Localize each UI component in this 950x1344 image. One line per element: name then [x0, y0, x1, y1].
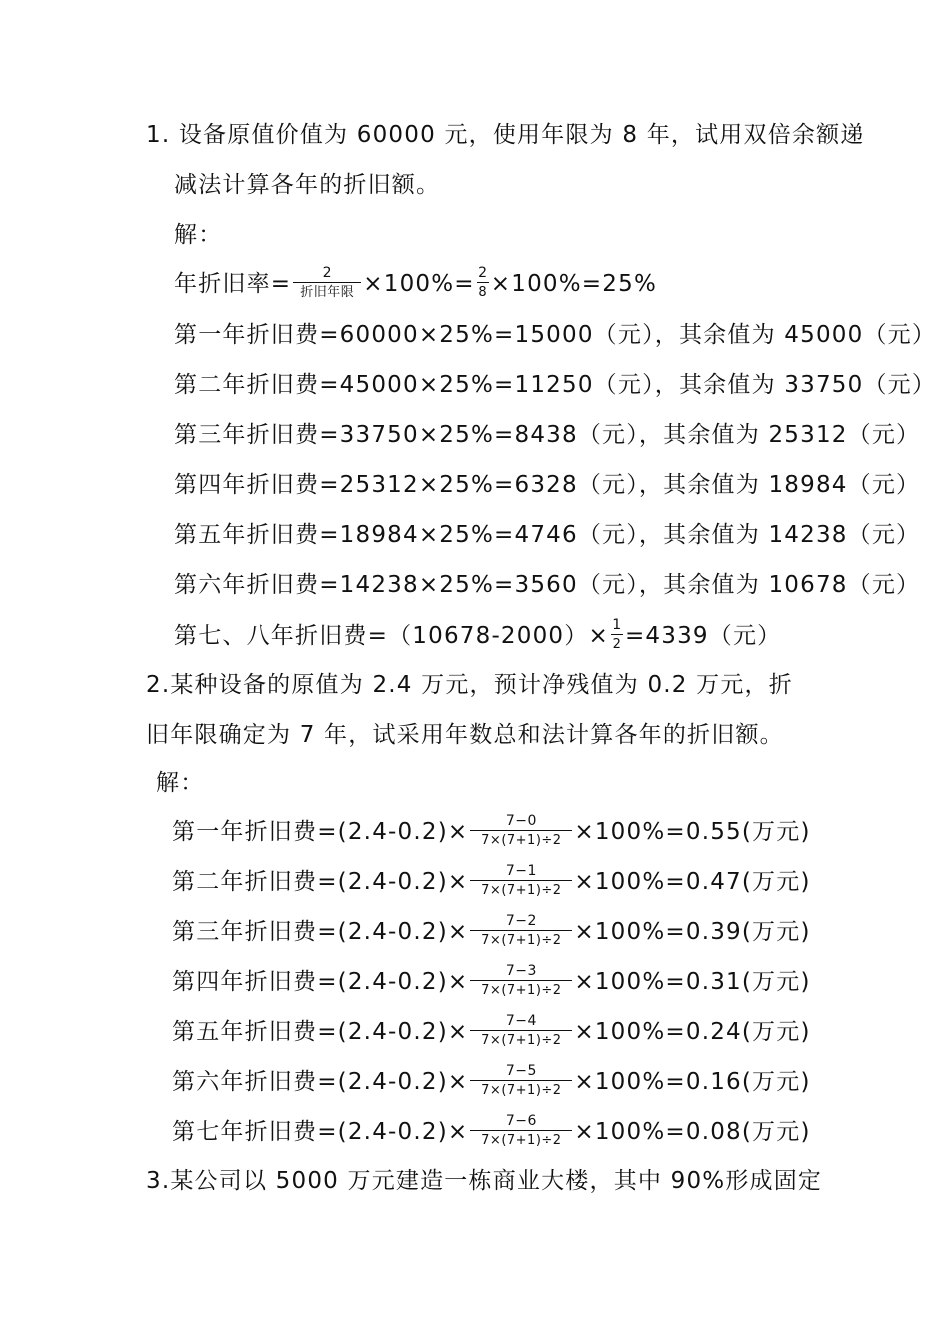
q2-row-prefix: 第四年折旧费=(2.4-0.2)× [172, 969, 469, 995]
sum-of-years-fraction [470, 914, 572, 947]
q1-rate-formula [174, 265, 657, 301]
q1-text-line2: 减法计算各年的折旧额。 [174, 172, 441, 198]
sum-of-years-fraction [470, 1114, 572, 1147]
q2-row-prefix: 第五年折旧费=(2.4-0.2)× [172, 1019, 469, 1045]
half-fraction-numerator: 1 [612, 617, 622, 633]
last-prefix: 第七、八年折旧费=（10678-2000）× [174, 623, 609, 649]
half-fraction [611, 618, 623, 651]
sum-of-years-denominator: 7×(7+1)÷2 [481, 833, 562, 848]
sum-of-years-denominator: 7×(7+1)÷2 [481, 1083, 562, 1098]
sum-of-years-denominator: 7×(7+1)÷2 [481, 883, 562, 898]
q2-row-prefix: 第二年折旧费=(2.4-0.2)× [172, 869, 469, 895]
q1-year-2: 第二年折旧费=45000×25%=11250（元），其余值为 33750（元） [174, 372, 937, 398]
q2-year-row-3 [172, 913, 811, 949]
sum-of-years-denominator: 7×(7+1)÷2 [481, 1133, 562, 1148]
rate-fraction-2-numerator: 2 [478, 265, 488, 281]
rate-fraction-denominator: 折旧年限 [300, 285, 355, 300]
sum-of-years-numerator: 7−2 [470, 914, 572, 931]
q1-year-7-8 [174, 617, 782, 653]
q2-row-suffix: ×100%=0.55(万元) [574, 819, 811, 845]
rate-prefix: 年折旧率= [174, 271, 292, 297]
q3-text-line1: 3.某公司以 5000 万元建造一栋商业大楼，其中 90%形成固定 [146, 1168, 823, 1194]
sum-of-years-denominator: 7×(7+1)÷2 [481, 1033, 562, 1048]
rate-fraction [293, 266, 361, 299]
sum-of-years-fraction [470, 1064, 572, 1097]
sum-of-years-fraction [470, 814, 572, 847]
q2-year-row-6 [172, 1063, 811, 1099]
sum-of-years-numerator: 7−4 [470, 1014, 572, 1031]
q1-year-1: 第一年折旧费=60000×25%=15000（元），其余值为 45000（元） [174, 322, 937, 348]
rate-fraction-2 [477, 266, 489, 299]
sum-of-years-fraction [470, 864, 572, 897]
q2-row-suffix: ×100%=0.24(万元) [574, 1019, 811, 1045]
q2-solution-label: 解： [156, 770, 205, 796]
rate-fraction-2-denominator: 8 [478, 285, 488, 300]
q2-row-prefix: 第七年折旧费=(2.4-0.2)× [172, 1119, 469, 1145]
q2-year-row-2 [172, 863, 811, 899]
half-fraction-denominator: 2 [612, 637, 622, 652]
q2-year-row-7 [172, 1113, 811, 1149]
sum-of-years-numerator: 7−5 [470, 1064, 572, 1081]
rate-suffix: ×100%=25% [490, 271, 657, 297]
q1-year-3: 第三年折旧费=33750×25%=8438（元），其余值为 25312（元） [174, 422, 921, 448]
q2-year-row-5 [172, 1013, 811, 1049]
sum-of-years-denominator: 7×(7+1)÷2 [481, 933, 562, 948]
sum-of-years-numerator: 7−3 [470, 964, 572, 981]
rate-fraction-numerator: 2 [293, 266, 361, 283]
q2-row-prefix: 第三年折旧费=(2.4-0.2)× [172, 919, 469, 945]
q1-solution-label: 解： [174, 222, 223, 248]
sum-of-years-fraction [470, 964, 572, 997]
last-suffix: =4339（元） [624, 623, 782, 649]
q2-row-prefix: 第六年折旧费=(2.4-0.2)× [172, 1069, 469, 1095]
rate-mid: ×100%= [363, 271, 475, 297]
sum-of-years-fraction [470, 1014, 572, 1047]
q2-row-suffix: ×100%=0.31(万元) [574, 969, 811, 995]
q2-year-row-4 [172, 963, 811, 999]
q2-row-suffix: ×100%=0.47(万元) [574, 869, 811, 895]
sum-of-years-numerator: 7−0 [470, 814, 572, 831]
q2-row-suffix: ×100%=0.16(万元) [574, 1069, 811, 1095]
q1-year-4: 第四年折旧费=25312×25%=6328（元），其余值为 18984（元） [174, 472, 921, 498]
q2-text-line2: 旧年限确定为 7 年，试采用年数总和法计算各年的折旧额。 [146, 722, 784, 748]
q2-year-row-1 [172, 813, 811, 849]
sum-of-years-denominator: 7×(7+1)÷2 [481, 983, 562, 998]
q2-row-prefix: 第一年折旧费=(2.4-0.2)× [172, 819, 469, 845]
q1-year-5: 第五年折旧费=18984×25%=4746（元），其余值为 14238（元） [174, 522, 921, 548]
q1-text-line1: 1. 设备原值价值为 60000 元，使用年限为 8 年，试用双倍余额递 [146, 122, 865, 148]
q2-row-suffix: ×100%=0.39(万元) [574, 919, 811, 945]
q2-row-suffix: ×100%=0.08(万元) [574, 1119, 811, 1145]
sum-of-years-numerator: 7−1 [470, 864, 572, 881]
q1-year-6: 第六年折旧费=14238×25%=3560（元），其余值为 10678（元） [174, 572, 921, 598]
sum-of-years-numerator: 7−6 [470, 1114, 572, 1131]
q2-text-line1: 2.某种设备的原值为 2.4 万元，预计净残值为 0.2 万元，折 [146, 672, 793, 698]
